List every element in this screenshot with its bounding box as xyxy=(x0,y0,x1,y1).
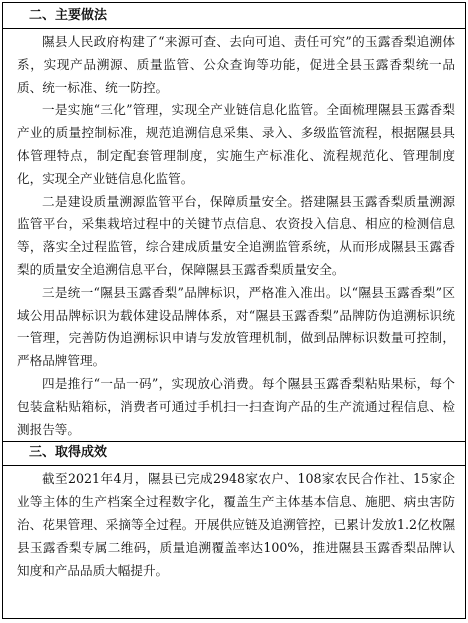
paragraph-results: 截至2021年4月，隰县已完成2948家农户、108家农民合作社、15家企业等主体的生产档案全过程数字化，覆盖生产主体基本信息、施肥、病虫害防治、花果管理、采摘等全过程。开展供应链及追溯管控，已累计发放1.2亿枚隰县玉露香梨专属二维码，质量追溯覆盖率达100%，推进隰县玉露香梨品牌认知度和产品品质大幅提升。 xyxy=(17,471,455,578)
paragraph-three-modernizations: 一是实施“三化”管理，实现全产业链信息化监管。全面梳理隰县玉露香梨产业的质量控制标准，规范追溯信息采集、录入、多级监管流程，根据隰县具体管理特点，制定配套管理制度，实施生产标准化、流程规范化、管理制度化，实现全产业链信息化监管。 xyxy=(17,102,455,186)
paragraph-intro: 隰县人民政府构建了“来源可查、去向可追、责任可究”的玉露香梨追溯体系，实现产品溯源、质量监管、公众查询等功能，促进全县玉露香梨统一品质、统一标准、统一防控。 xyxy=(17,34,455,95)
document-page xyxy=(2,2,466,619)
divider xyxy=(3,28,465,29)
paragraph-quality-platform: 二是建设质量溯源监管平台，保障质量安全。搭建隰县玉露香梨质量溯源监管平台，采集栽培过程中的关键节点信息、农资投入信息、相应的检测信息等，落实全过程监管，综合建成质量安全追溯监管系统，从而形成隰县玉露香梨的质量安全追溯信息平台，保障隰县玉露香梨质量安全。 xyxy=(17,193,455,277)
paragraph-one-product-one-code: 四是推行“一品一码”，实现放心消费。每个隰县玉露香梨粘贴果标，每个包装盒粘贴箱标，消费者可通过手机扫一扫查询产品的生产流通过程信息、检测报告等。 xyxy=(17,375,455,437)
section-heading-results: 三、取得成效 xyxy=(29,445,108,461)
paragraph-brand-logo: 三是统一“隰县玉露香梨”品牌标识，严格准入准出。以“隰县玉露香梨”区域公用品牌标识为载体建设品牌体系，对“隰县玉露香梨”品牌防伪追溯标识统一管理，完善防伪追溯标识申请与发放管理机制，做到品牌标识数量可控制，严格品牌管理。 xyxy=(17,284,455,369)
section-heading-main-practices: 二、主要做法 xyxy=(29,8,108,23)
divider xyxy=(3,465,465,466)
